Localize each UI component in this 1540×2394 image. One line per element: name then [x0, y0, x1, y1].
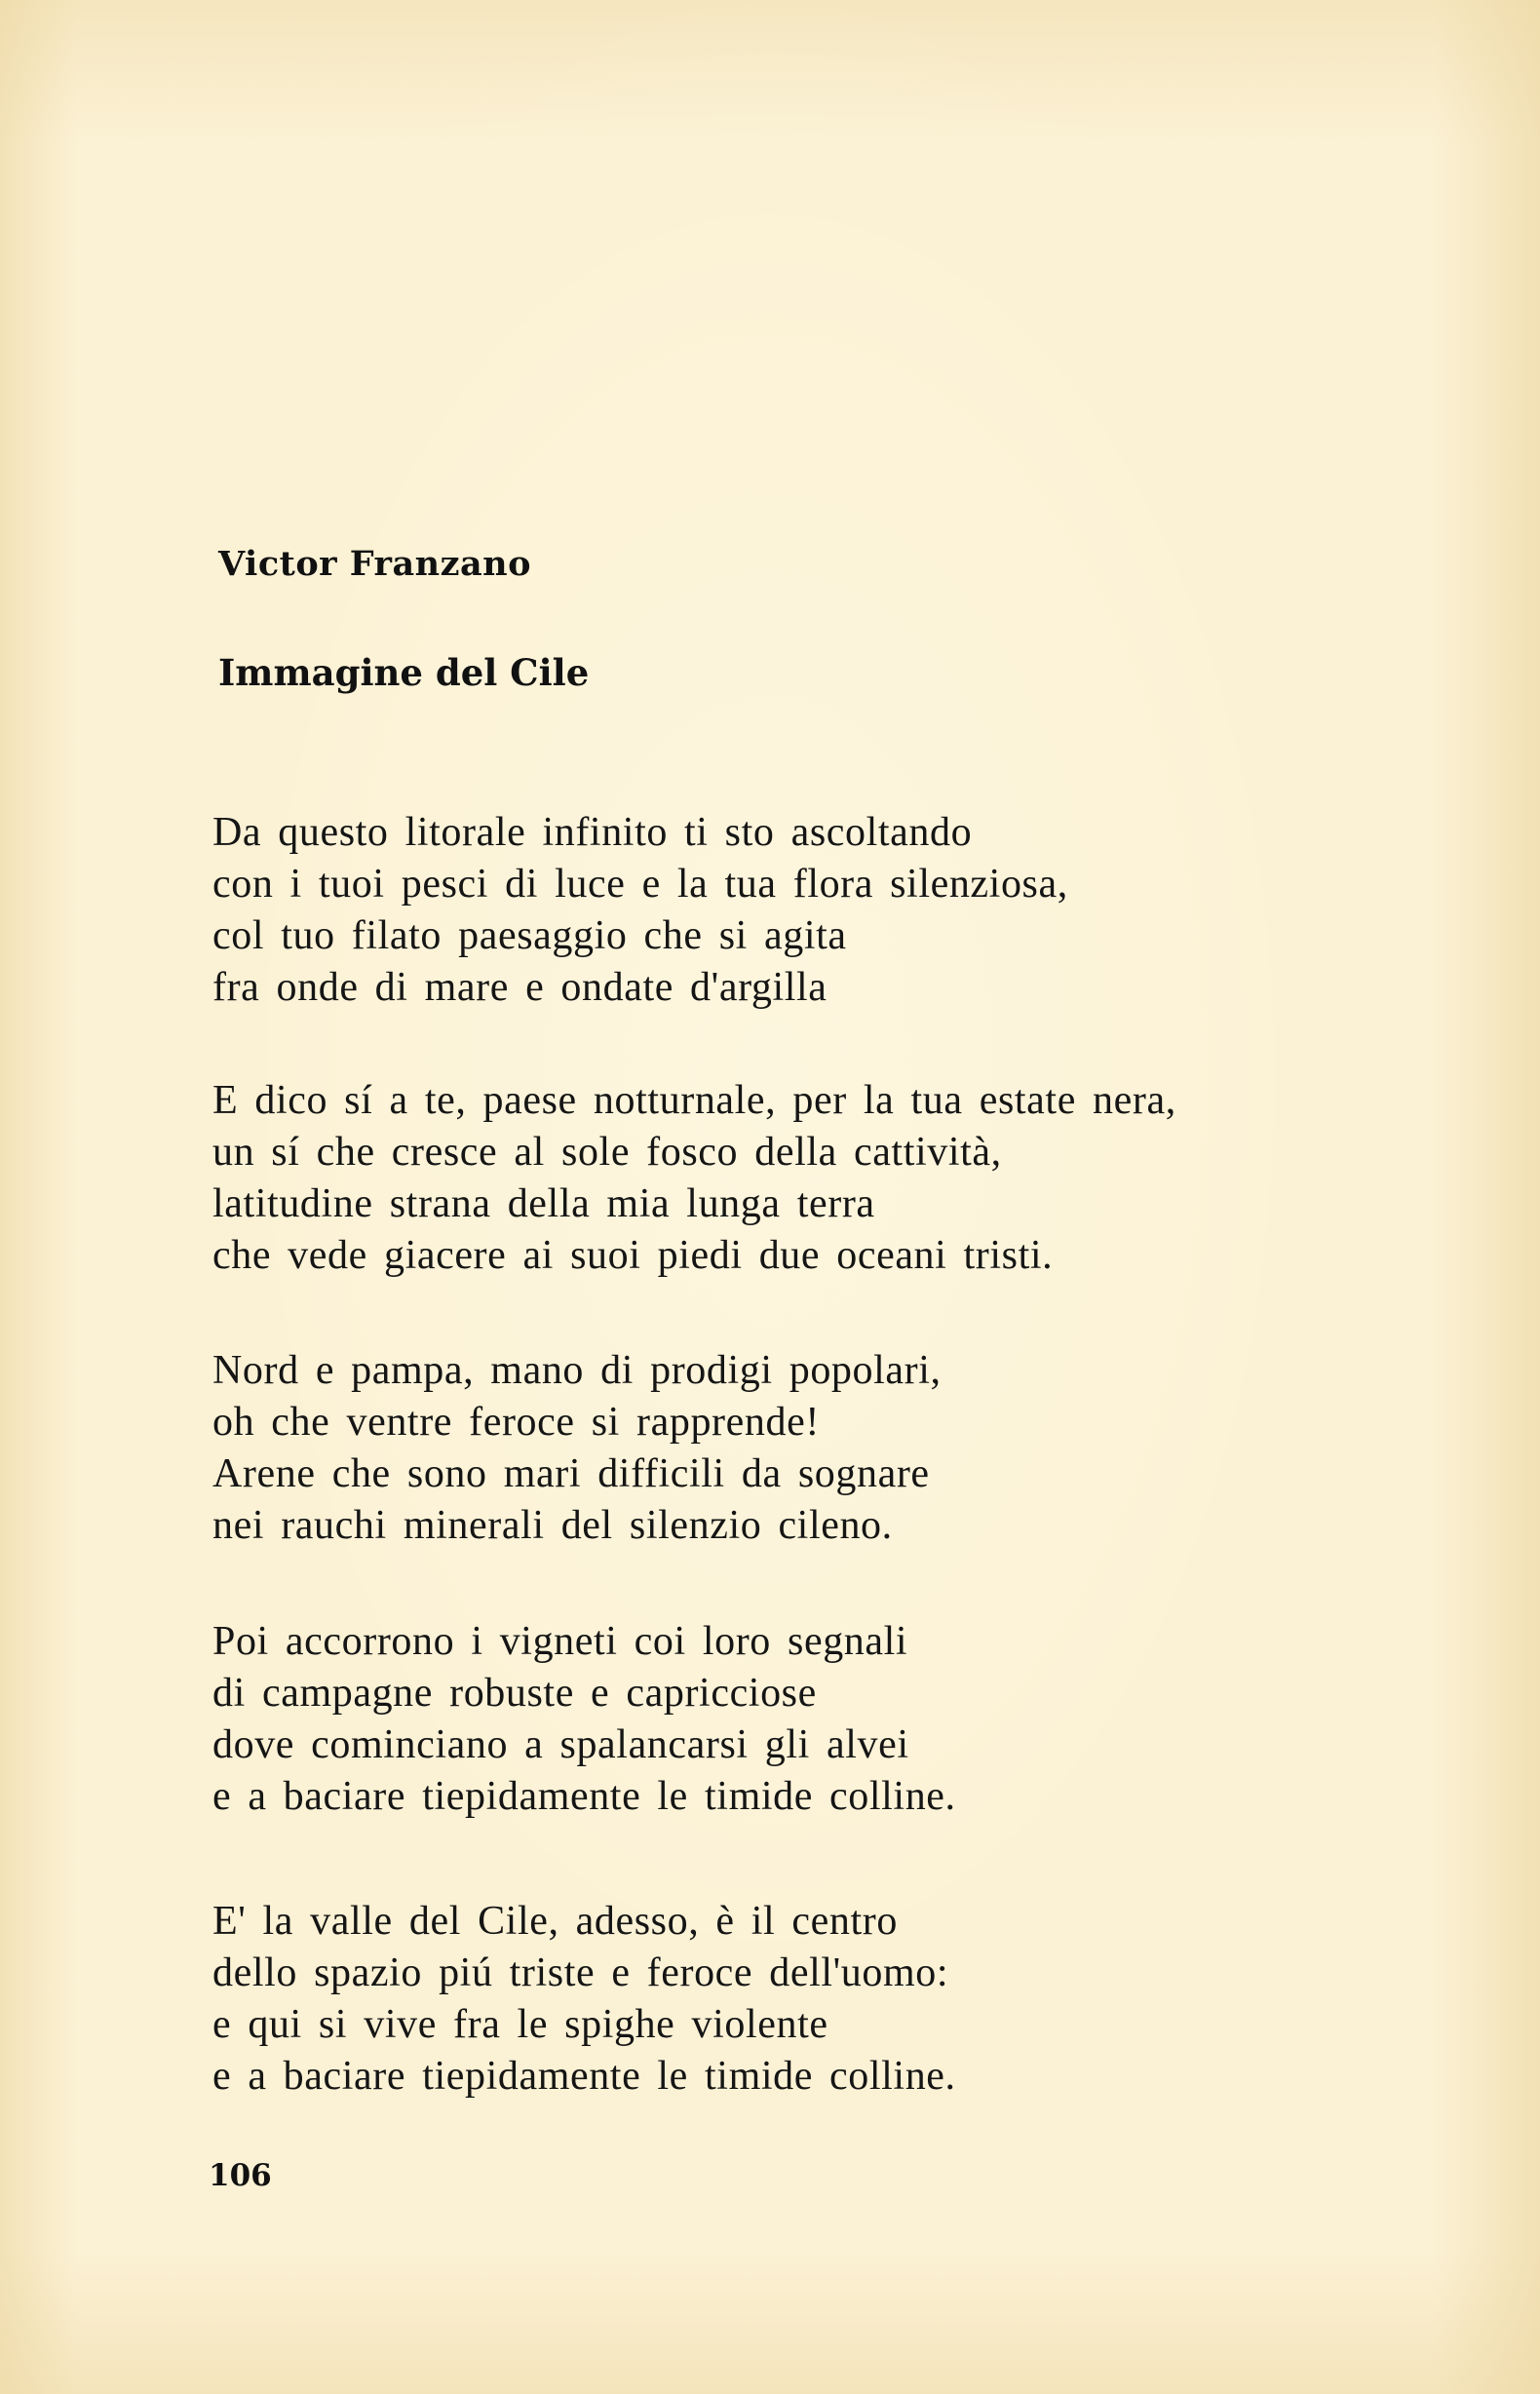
- poem-line: Da questo litorale infinito ti sto ascoltando: [212, 810, 973, 855]
- poem-line: fra onde di mare e ondate d'argilla: [212, 965, 828, 1010]
- page-number: 106: [209, 2158, 272, 2193]
- poem-line: Arene che sono mari difficili da sognare: [212, 1451, 930, 1496]
- poem-line: col tuo filato paesaggio che si agita: [212, 913, 847, 958]
- poem-line: E' la valle del Cile, adesso, è il centro: [212, 1899, 898, 1944]
- poem-line: e a baciare tiepidamente le timide colline.: [212, 2054, 956, 2099]
- poem-line: un sí che cresce al sole fosco della cattività,: [212, 1130, 1002, 1175]
- poem-line: E dico sí a te, paese notturnale, per la tua estate nera,: [212, 1078, 1176, 1123]
- poem-line: di campagne robuste e capricciose: [212, 1671, 817, 1716]
- poem-line: dello spazio piú triste e feroce dell'uomo:: [212, 1950, 949, 1995]
- poem-author: Victor Franzano: [218, 544, 531, 584]
- poem-line: e a baciare tiepidamente le timide colline.: [212, 1774, 956, 1819]
- stanza-2: [212, 1075, 1176, 1282]
- poem-line: Nord e pampa, mano di prodigi popolari,: [212, 1348, 942, 1393]
- poem-line: latitudine strana della mia lunga terra: [212, 1181, 875, 1226]
- poem-line: nei rauchi minerali del silenzio cileno.: [212, 1503, 893, 1548]
- poem-line: e qui si vive fra le spighe violente: [212, 2002, 828, 2047]
- poem-line: Poi accorrono i vigneti coi loro segnali: [212, 1619, 908, 1664]
- stanza-4: [212, 1616, 956, 1823]
- poem-title: Immagine del Cile: [218, 651, 590, 694]
- poem-line: con i tuoi pesci di luce e la tua flora silenziosa,: [212, 862, 1068, 907]
- stanza-3: [212, 1345, 942, 1552]
- stanza-1: [212, 807, 1068, 1014]
- poem-line: oh che ventre feroce si rapprende!: [212, 1400, 820, 1445]
- poem-line: dove cominciano a spalancarsi gli alvei: [212, 1722, 909, 1767]
- stanza-5: [212, 1896, 956, 2103]
- poem-line: che vede giacere ai suoi piedi due oceani tristi.: [212, 1233, 1054, 1278]
